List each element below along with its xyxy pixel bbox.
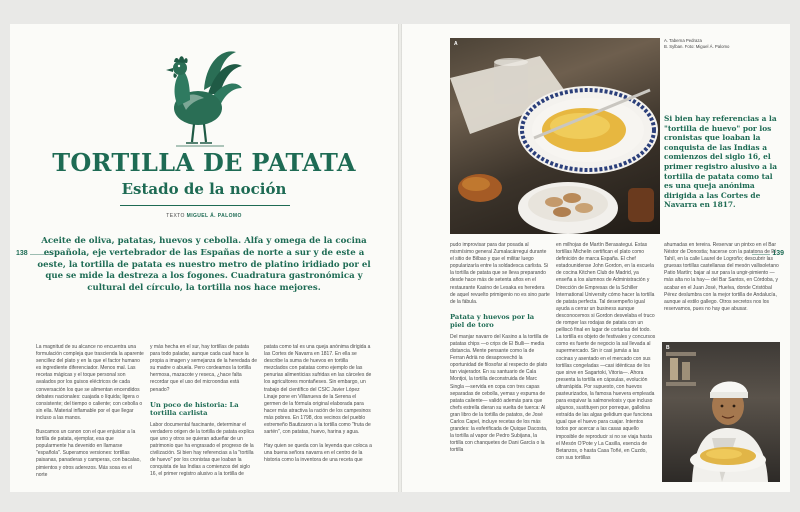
body-column-4 [450,242,550,461]
left-page-number: 138 [16,250,28,257]
body-column-2 [150,344,258,485]
body-paragraph: Hay quien se queda con la leyenda que coloca a una buena señora navarra en el centro de la historia como la inventora de una receta que [264,443,372,464]
body-paragraph: y más hecha en el sur, hay tortillas de patata para todo paladar, aunque cada cual hace la propia a imagen y semejanza de la heredada de su madre o abuela. Pero cordeamos la tortilla hermosa, mazacote y reseca, ¿hace falta recordar que el uso del microondas está penado? [150,344,258,393]
photo-cook [662,342,780,482]
photo-captions [664,38,784,50]
article-subtitle: Estado de la noción [121,180,287,198]
lede-paragraph: Aceite de oliva, patatas, huevos y cebolla. Alfa y omega de la cocina española, eje vertebrador de las Españas de norte a sur y de este a oeste, la tortilla de patata es nuestro metro de platino iridiado por el que se mide la destreza a los fogones. Cuadratura gastronómica y cultural del círculo, la tortilla nos hace mejores. [37,236,371,294]
section-heading: Un poco de historia: La tortilla carlista [150,400,239,417]
body-paragraph: Del manjar navarro del Kasino a la tortilla de patatas chips —o crips de El Bulli— media distancia. Mente pensante como la de Ferran Adrià no desaprovechó la oportunidad de filosofar al respecto de plato tan viajerador. En su santuario de Cala Montjoi, la tortilla deconstruida de Marc Singla —servida en copa con tres capas separadas de cebolla, yemas y espuma de patata caliente— validó además para que chefs estrella dieran su vuelta de tuerca: Al gran libro de la tortilla de patatos, de José Carlos Capel, incluye recetas de los más grandes: la esferificada de Quique Dacosta, la tortilla al vapor de Pedro Subijana, la tortilla con chanquetes de Dani García o la tortilla [450,333,549,454]
subtitle-rule [120,205,290,206]
rooster-illustration [160,42,244,152]
byline-author: MIGUEL Á. PALOMO [186,213,242,219]
article-title: TORTILLA DE PATATA [52,148,356,177]
photo-label: A [454,41,458,47]
caption-b: B. Sylban. Foto: Miguel Á. Palomo [664,44,730,49]
photo-label: B [666,345,670,351]
byline-prefix: TEXTO [166,213,185,219]
cook-illustration [662,342,780,482]
body-paragraph: Buscamos un canon con el que enjuiciar a la tortilla de patata, ejemplar, esa que popularmente ha devenido en llamarse "española". Superamos versiones: tortillas paisanas, panaderas y camperas, con bacalao, pimientos y otros aderezos. Más sosa es el norte [36,429,141,478]
tortilla-plate-illustration [450,38,660,234]
body-paragraph: Labor documental fascinante, determinar el verdadero origen de la tortilla de patata explica que uno y otros se quieran adueñar de un patrimonio que ha engrasado el progreso de la civilización. Si bien hay referencias a la "tortilla de huevo" por los cronistas que loaban la conquista de las Indias a comienzos del siglo 16, el primer registro alusivo a la tortilla de [150,421,254,478]
body-column-3 [264,344,372,472]
body-column-5 [556,242,656,469]
body-paragraph: pudo improvisar para dar posada al mismísimo general Zumalacárregui durante el sitio de Bilbao y que el militar luego popularizaría entre la soldadesca carlista. Si la tortilla de patata que se lleva preparando desde hace más de setenta años en el restaurante Kasino de Lesaka es heredera de aquel revuelto primigenio no es sino parte de la fábula. [450,242,550,305]
pull-quote: Si bien hay referencias a la "tortilla de huevo" por los cronistas que loaban la conquista de las Indias a comienzos del siglo 16, el primer registro alusivo a la tortilla de patata como tal es una queja anónima dirigida a las Cortes de Navarra en 1817. [664,114,778,210]
body-paragraph: en milhojas de Martín Berasategui. Estas tortillas Michelin certifican el plato como definición de marca España. El chef estadounidense John Gordon, en la escuela de cocina Kitchen Club de Madrid, ya enseña a los alumnos de Administración y Dirección de Empresas de la Schiller International University cómo hacer la tortilla de patata perfecta. Tal desempeño igual ayuda a cerrar un business aunque desconocemos si Gordon desvelaba el truco de romper las rodajas de patata con un pelliscó final en lugar de cortarlas del todo. La tortilla es objeto de festivales y concursos como es fuerte de negocio la sal llevada al supermercado. Sin ir casi jamás a las cocinas y asentado en el mercado con sus tortillas congeladas —casi idénticas de los que sirve en Sagartoki, Vitoria—. Ahora presenta la tortilla en cápsulas, evolución ultrarrápida. Por supuesto, con huevos pasteurizados, la famosa huevera empleada para esquivar la salmonelosis y que incluso algunos, sustituyen por porreque, gallolina extraída de las algas gelidium que funciona igual que el huevo para cuajar. Intentos todos por acercar a las casas aquello imposible de reproducir si no se viaja hasta el Mesón O'Pote y La Casilla, esencia de Betanzos, o hasta Casa Toñé, en Cuzdo, con sus tortillas [556,242,656,461]
body-paragraph: La magnitud de su alcance no encuentra una formulación compleja que trascienda la aparente sencillez del plato y en la que el factor humano es ingrediente diferenciador. Menos mal. Las recetas mágicas y el toque personal son avalados por los guisos eléctricos de cada conversación los que se alimentan encendidos debates nacionales: cuajada o líquida; ligera o consistente; del tiempo o caliente; con cebolla o sin ella. Material inflamable por el que llegar incluso a las manos. [36,344,144,421]
body-paragraph: ahumadas en tereira. Reservar un pintxo en el Bar Néstor de Donostia; hacerse con la patatona de El Tahíl, en la calle Laurel de Logroño; descubrir las gruesas tortillas castellanas del mesón vallisoletano Patio Martín; bajar al sur para la ungir-pimiento —más alta no la hay— del Bar Santos, en Córdoba, y acabar en el Juan José, Huelva, donde Cristóbal Pérez deslumbra con la mejor tortilla de Andalucía, aunque al estilo gallego. Otros secretos nos los reservamos, pues no hay que abusar. [664,242,779,312]
section-heading: Patata y huevos por la piel de toro [450,312,535,329]
left-page [10,24,398,492]
right-page [402,24,790,492]
photo-tortilla-plate [450,38,660,234]
body-column-6 [664,242,780,320]
byline [10,213,398,219]
right-page-number: 139 [772,250,784,257]
caption-a: A. Taberna Pedraza [664,38,702,43]
body-column-1 [36,344,144,486]
body-paragraph: patata como tal es una queja anónima dirigida a las Cortes de Navarra en 1817. En ella se describe la suma de huevos en tortilla mezclados con patatas como ejemplo de las penurias alimenticias sufridas en las cárceles de los agricultores montañeses. Sin embargo, un trabajo del científico del CSIC Javier López Linaje pone en Villanueva de la Serena el germen de la fórmula original elaborada para hacer más atractiva la ración de los campesinos más pobres. En 1798, dos vecinos del pueblo extremeño Bautizaron a la tortilla como "fruta de sartén", con patatas, huevo, harina y agua. [264,344,372,436]
